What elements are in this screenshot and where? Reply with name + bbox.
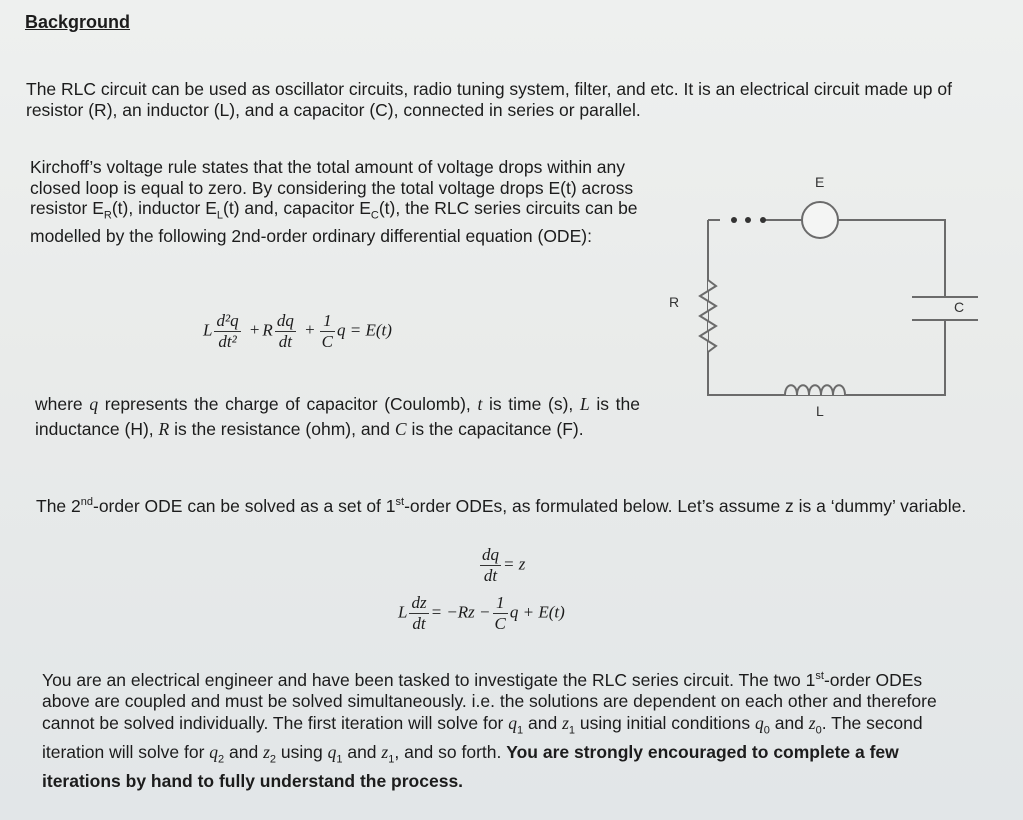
first-order-ode-1: $\frac{dq}{dt}$ = z <box>482 545 526 585</box>
first-order-ode-2: L $\frac{dz}{dt}$ = −Rz − $\frac{1}{C}$ q + E(t) <box>398 593 565 633</box>
label-L: L <box>816 403 824 419</box>
rlc-circuit-diagram <box>669 160 970 430</box>
switch-terminal-2 <box>745 217 751 223</box>
circuit-wire-left-bottom <box>708 220 945 395</box>
voltage-source-symbol <box>802 202 838 238</box>
section-heading: Background <box>25 12 131 32</box>
system-intro-paragraph: The 2nd-order ODE can be solved as a set of 1st-order ODEs, as formulated below. Let’s assume z is a ‘dummy’ variable. <box>36 495 967 516</box>
inductor-symbol <box>785 385 845 395</box>
resistor-symbol <box>700 280 716 352</box>
switch-terminal-3 <box>760 217 766 223</box>
label-C: C <box>954 299 965 315</box>
label-R: R <box>669 294 680 310</box>
circuit-wire-top-right <box>838 220 945 297</box>
kirchhoff-paragraph: Kirchoff’s voltage rule states that the total amount of voltage drops within any closed loop is equal to zero. By considering the total voltage drops E(t) across resistor $E_R(t)$, inductor $E_L(t)$ and, capacitor $E_C(t)$, the RLC series circuits can be modelled by the following 2nd-order ordinary differential equation (ODE): <box>30 157 638 246</box>
intro-paragraph: The RLC circuit can be used as oscillator circuits, radio tuning system, filter, and etc. It is an electrical circuit made up of resistor (R), an inductor (L), and a capacitor (C), connected in series or parallel. <box>26 79 952 120</box>
second-order-ode: L $\frac{\text{d²q}}{\text{dt²}}$ + R $\frac{dq}{dt}$ + $\frac{1}{C}$ q = E(t) <box>203 311 392 351</box>
variable-definitions: where q represents the charge of capacitor (Coulomb), t is time (s), L is the inductance (H), R is the resistance (ohm), and C is the capacitance (F). <box>35 394 640 439</box>
label-E: E <box>815 174 825 190</box>
switch-terminal-1 <box>731 217 737 223</box>
task-paragraph: You are an electrical engineer and have been tasked to investigate the RLC series circuit. The two 1st-order ODEs above are coupled and must be solved simultaneously. i.e. the solutions are dependent on each other and therefore cannot be solved individually. The first iteration will solve for $q_1$ and $z_1$ using initial conditions $q_0$ and $z_0$. The second iteration will solve for $q_2$ and $z_2$ using $q_1$ and $z_1$, and so forth. You are strongly encouraged to complete a few iterations by hand to fully understand the process. <box>42 669 937 791</box>
